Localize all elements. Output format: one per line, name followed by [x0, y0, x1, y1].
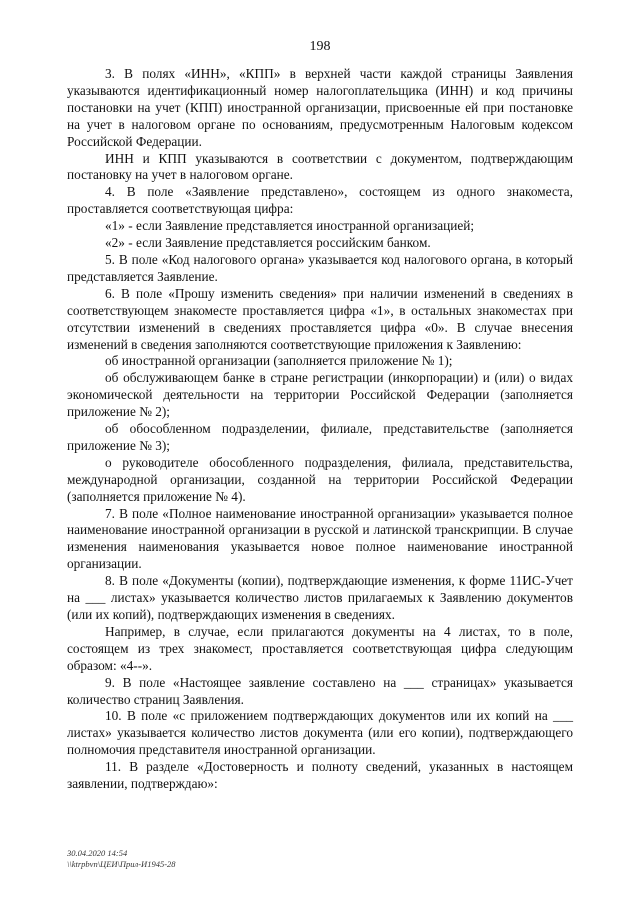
page-number: 198 — [309, 39, 331, 54]
appendix-1-item: об иностранной организации (заполняется приложение № 1); — [105, 353, 453, 369]
option-1: «1» - если Заявление представляется иностранной организацией; — [105, 218, 475, 234]
paragraph-9: 9. В поле «Настоящее заявление составлено на ___ страницах» указывается количество страниц Заявления. — [67, 674, 573, 707]
footer-timestamp: 30.04.2020 14:54 — [67, 848, 128, 858]
paragraph-6: 6. В поле «Прошу изменить сведения» при наличии изменений в сведениях в соответствующем знакоместе проставляется цифра «1», в остальных знакоместах при отсутствии изменений в сведениях проставляется цифра «0». В случае внесения изменений в сведения заполняются соответствующие приложения к Заявлению: — [67, 285, 573, 352]
paragraph-11: 11. В разделе «Достоверность и полноту сведений, указанных в настоящем заявлении, подтверждаю»: — [67, 759, 573, 792]
paragraph-5: 5. В поле «Код налогового органа» указывается код налогового органа, в который представляется Заявление. — [67, 251, 573, 284]
paragraph-3: 3. В полях «ИНН», «КПП» в верхней части каждой страницы Заявления указываются идентификационный номер налогоплательщика (ИНН) и код причины постановки на учет (КПП) иностранной организации, присвоенные ей при постановке на учет в налоговом органе по основаниям, предусмотренным Налоговым кодексом Российской Федерации. — [67, 66, 573, 149]
option-2: «2» - если Заявление представляется российским банком. — [105, 235, 431, 251]
paragraph-7: 7. В поле «Полное наименование иностранной организации» указывается полное наименование иностранной организации в русской и латинской транскрипции. В случае изменения наименования указывается новое полное наименование иностранной организации. — [67, 505, 573, 572]
footer-stamp — [67, 848, 176, 870]
paragraph-example: Например, в случае, если прилагаются документы на 4 листах, то в поле, состоящем из трех знакомест, проставляется соответствующая цифра следующим образом: «4--». — [67, 623, 573, 673]
appendix-4-item: о руководителе обособленного подразделения, филиала, представительства, международной организации, созданной на территории Российской Федерации (заполняется приложение № 4). — [67, 454, 573, 504]
appendix-2-item: об обслуживающем банке в стране регистрации (инкорпорации) и (или) о видах экономической деятельности на территории Российской Федерации (заполняется приложение № 2); — [67, 370, 573, 420]
paragraph-inn-kpp: ИНН и КПП указываются в соответствии с документом, подтверждающим постановку на учет в налоговом органе. — [67, 150, 573, 183]
appendix-3-item: об обособленном подразделении, филиале, представительстве (заполняется приложение № 3); — [67, 421, 573, 453]
footer-file-path: \\ktrpbvn\ЦЕИ\Прил-И1945-28 — [67, 859, 176, 869]
document-body — [67, 66, 573, 793]
paragraph-8: 8. В поле «Документы (копии), подтверждающие изменения, к форме 11ИС-Учет на ___ листах» указывается количество листов прилагаемых к Заявлению документов (или их копий), подтверждающих изменения в сведениях. — [67, 573, 573, 622]
paragraph-10: 10. В поле «с приложением подтверждающих документов или их копий на ___ листах» указывается количество листов документа (или его копии), подтверждающего полномочия представителя иностранной организации. — [67, 708, 573, 758]
paragraph-4: 4. В поле «Заявление представлено», состоящем из одного знакоместа, проставляется соответствующая цифра: — [67, 184, 573, 217]
